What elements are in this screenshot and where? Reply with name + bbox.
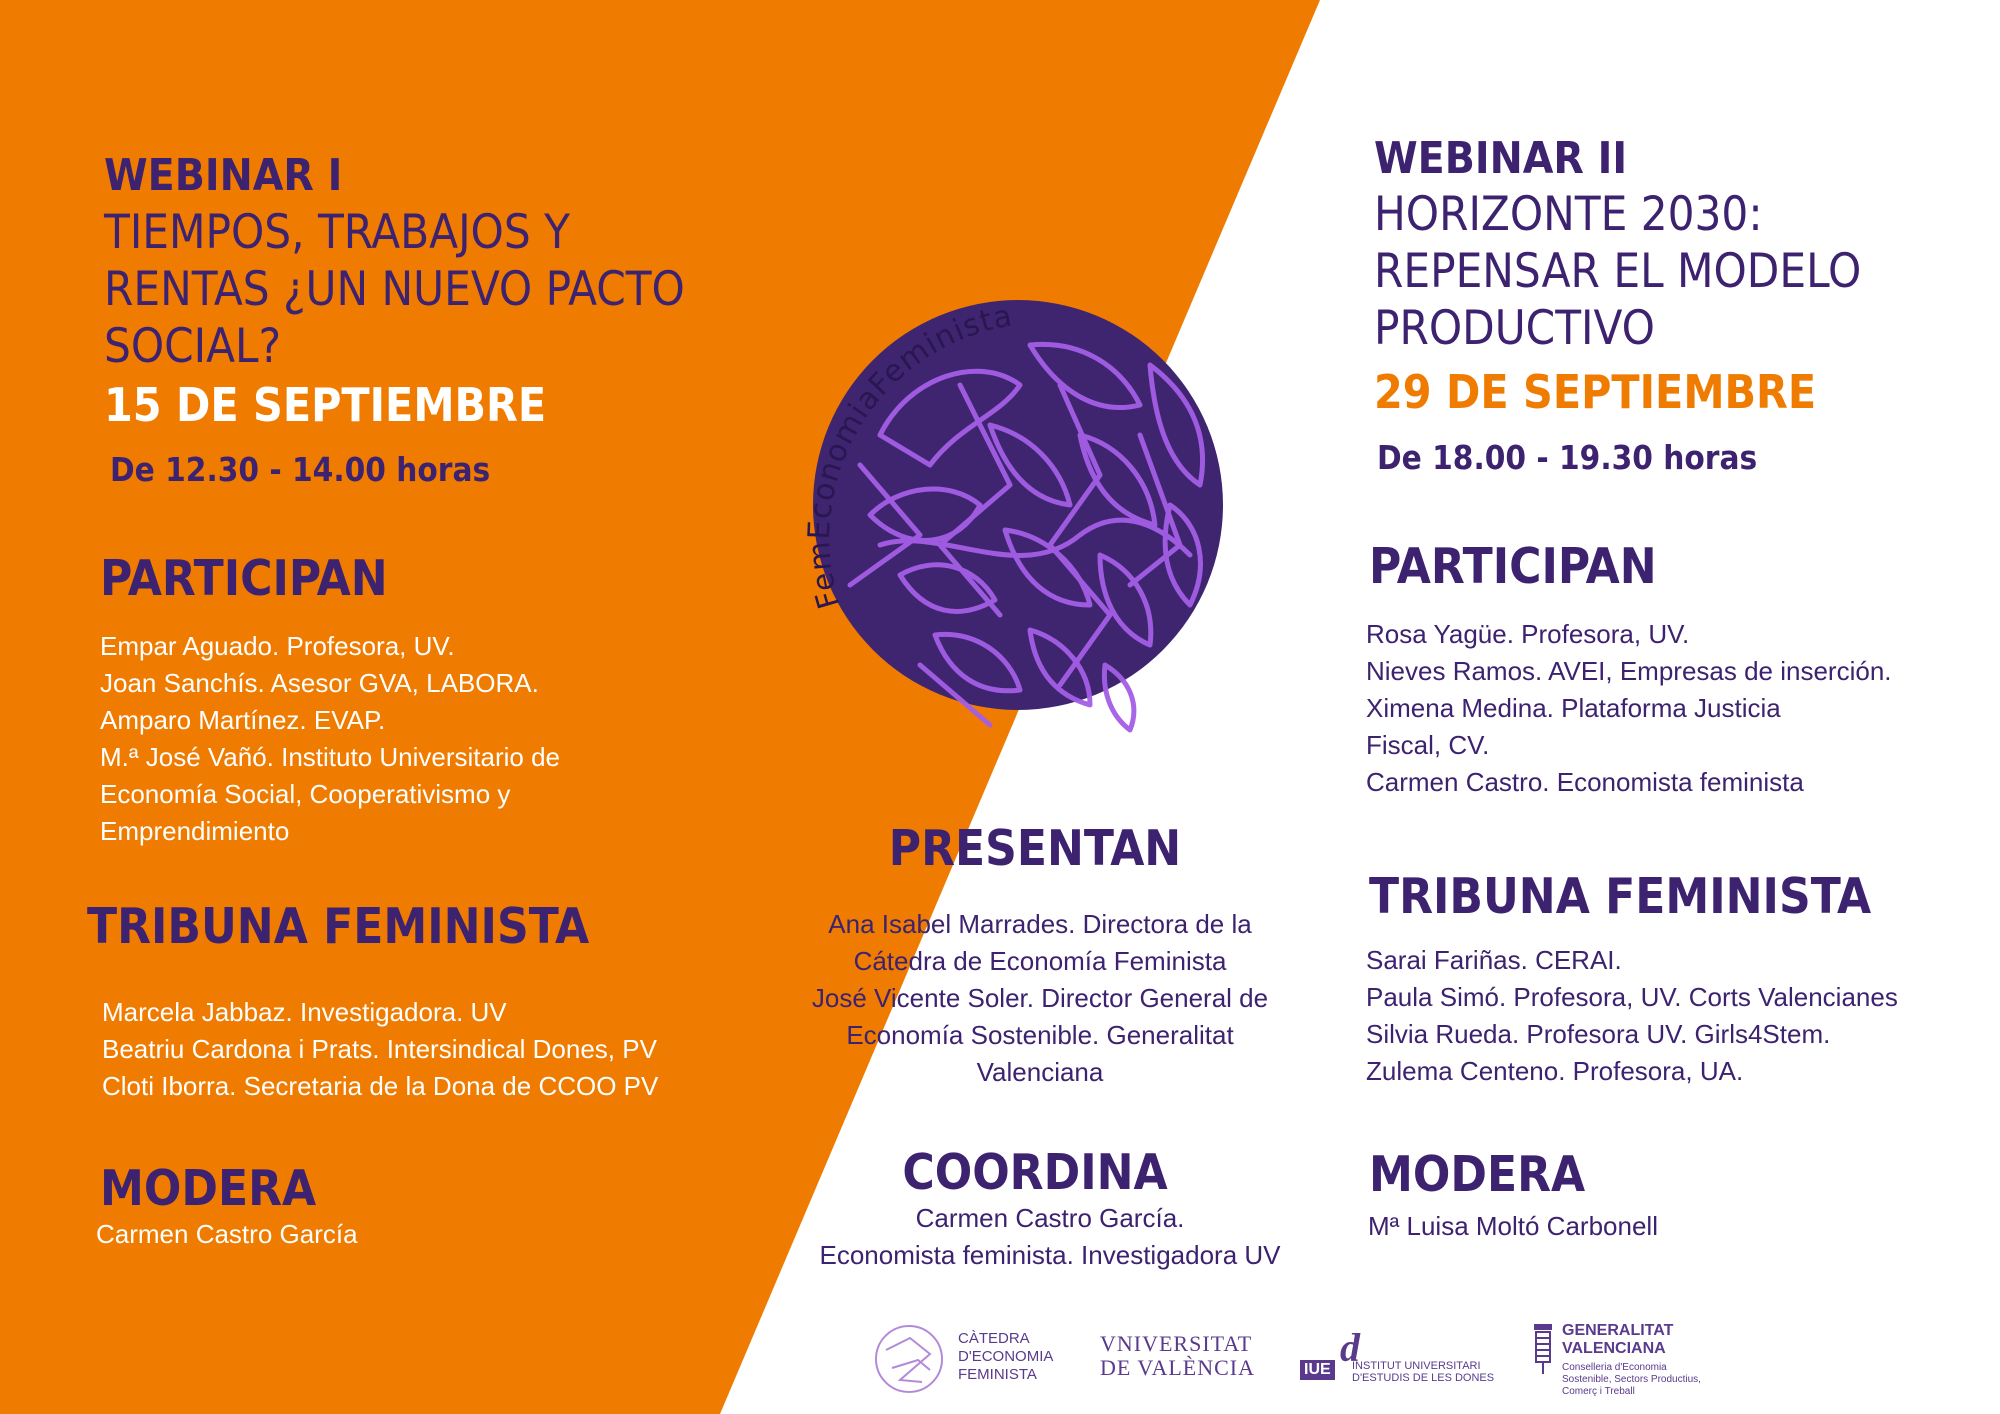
catedra-logo-text: CÀTEDRA — [958, 1330, 1030, 1347]
webinar2-subtitle — [1374, 186, 1861, 357]
tribuna-item: Sarai Fariñas. CERAI. — [1366, 945, 1622, 975]
webinar1-modera-name: Carmen Castro García — [96, 1219, 358, 1249]
participant-item: Nieves Ramos. AVEI, Empresas de inserción. — [1366, 656, 1892, 686]
uv-logo-line: DE VALÈNCIA — [1100, 1355, 1256, 1380]
coordina-line: Carmen Castro García. — [915, 1203, 1185, 1233]
gva-logo-dept: Sostenible, Sectors Productius, — [1562, 1374, 1701, 1385]
participant-item: Emprendimiento — [100, 816, 290, 846]
emblem — [760, 285, 1270, 765]
presentan-list — [760, 906, 1320, 1091]
coordina-heading: COORDINA — [902, 1144, 1168, 1201]
webinar2-tribuna-list — [1366, 942, 1898, 1090]
gva-logo-dept: Conselleria d'Economia — [1562, 1362, 1667, 1373]
webinar2-participants — [1366, 616, 1892, 801]
webinar1-tribuna-list — [102, 994, 658, 1105]
presentan-line: Cátedra de Economía Feminista — [853, 946, 1227, 976]
webinar2-title: WEBINAR II — [1374, 133, 1628, 184]
tribuna-item: Zulema Centeno. Profesora, UA. — [1366, 1056, 1744, 1086]
webinar2-subtitle-line: HORIZONTE 2030: — [1374, 187, 1763, 242]
participant-item: Joan Sanchís. Asesor GVA, LABORA. — [100, 668, 539, 698]
tribuna-item: Cloti Iborra. Secretaria de la Dona de CCOO PV — [102, 1071, 659, 1101]
gva-logo-dept: Comerç i Treball — [1562, 1386, 1635, 1397]
webinar1-date: 15 DE SEPTIEMBRE — [104, 378, 547, 432]
emblem-label: FemEconomiaFeminista — [801, 298, 1016, 613]
tribuna-item: Silvia Rueda. Profesora UV. Girls4Stem. — [1366, 1019, 1831, 1049]
participant-item: Ximena Medina. Plataforma Justicia — [1366, 693, 1781, 723]
webinar1-tribuna-heading: TRIBUNA FEMINISTA — [87, 898, 590, 955]
tribuna-item: Marcela Jabbaz. Investigadora. UV — [102, 997, 507, 1027]
webinar1-participan-heading: PARTICIPAN — [100, 550, 388, 607]
iued-logo-text: INSTITUT UNIVERSITARI — [1352, 1360, 1481, 1372]
webinar2-modera-heading: MODERA — [1369, 1146, 1586, 1203]
webinar2-subtitle-line: PRODUCTIVO — [1374, 301, 1655, 356]
iued-logo — [1300, 1325, 1500, 1390]
presentan-line: Ana Isabel Marrades. Directora de la — [828, 909, 1252, 939]
webinar2-date: 29 DE SEPTIEMBRE — [1374, 365, 1817, 419]
participant-item: Empar Aguado. Profesora, UV. — [100, 631, 455, 661]
catedra-logo-text: FEMINISTA — [958, 1366, 1037, 1383]
participant-item: Fiscal, CV. — [1366, 730, 1490, 760]
coordina-line: Economista feminista. Investigadora UV — [819, 1240, 1281, 1270]
webinar1-subtitle-line: RENTAS ¿UN NUEVO PACTO — [104, 262, 685, 317]
presentan-line: José Vicente Soler. Director General de — [811, 983, 1269, 1013]
gva-logo-name: GENERALITAT — [1562, 1322, 1674, 1339]
catedra-logo — [870, 1320, 1080, 1400]
gva-crest-icon — [1530, 1318, 1556, 1378]
coordina-list — [760, 1200, 1340, 1274]
webinar2-modera-name: Mª Luisa Moltó Carbonell — [1368, 1211, 1658, 1241]
webinar1-subtitle-line: SOCIAL? — [104, 319, 282, 374]
webinar1-title: WEBINAR I — [104, 150, 343, 201]
uv-logo — [1100, 1332, 1255, 1380]
tribuna-item: Paula Simó. Profesora, UV. Corts Valencianes — [1366, 982, 1898, 1012]
participant-item: Amparo Martínez. EVAP. — [100, 705, 386, 735]
gva-logo — [1530, 1318, 1720, 1408]
participant-item: Carmen Castro. Economista feminista — [1366, 767, 1804, 797]
webinar1-subtitle — [104, 204, 685, 375]
webinar1-hours: De 12.30 - 14.00 horas — [110, 450, 491, 489]
tribuna-item: Beatriu Cardona i Prats. Intersindical Dones, PV — [102, 1034, 657, 1064]
webinar1-modera-heading: MODERA — [100, 1160, 317, 1217]
webinar1-participants — [100, 628, 560, 850]
emblem-circle — [813, 300, 1223, 710]
webinar2-hours: De 18.00 - 19.30 horas — [1377, 438, 1758, 477]
webinar1-subtitle-line: TIEMPOS, TRABAJOS Y — [104, 205, 570, 260]
catedra-logo-mark — [870, 1320, 948, 1398]
participant-item: M.ª José Vañó. Instituto Universitario de — [100, 742, 561, 772]
catedra-logo-text: D'ECONOMIA — [958, 1348, 1054, 1365]
uv-logo-line: VNIVERSITAT — [1100, 1331, 1253, 1356]
participant-item: Rosa Yagüe. Profesora, UV. — [1366, 619, 1690, 649]
iued-logo-letter: d — [1340, 1325, 1360, 1370]
gva-logo-name: VALENCIANA — [1562, 1340, 1666, 1357]
iued-logo-text: D'ESTUDIS DE LES DONES — [1352, 1372, 1495, 1384]
participant-item: Economía Social, Cooperativismo y — [100, 779, 511, 809]
webinar2-participan-heading: PARTICIPAN — [1369, 538, 1657, 595]
iued-logo-mark: IUE — [1300, 1360, 1335, 1380]
presentan-line: Valenciana — [976, 1057, 1104, 1087]
presentan-heading: PRESENTAN — [888, 820, 1182, 877]
webinar2-tribuna-heading: TRIBUNA FEMINISTA — [1369, 868, 1872, 925]
presentan-line: Economía Sostenible. Generalitat — [846, 1020, 1234, 1050]
webinar2-subtitle-line: REPENSAR EL MODELO — [1374, 244, 1862, 299]
